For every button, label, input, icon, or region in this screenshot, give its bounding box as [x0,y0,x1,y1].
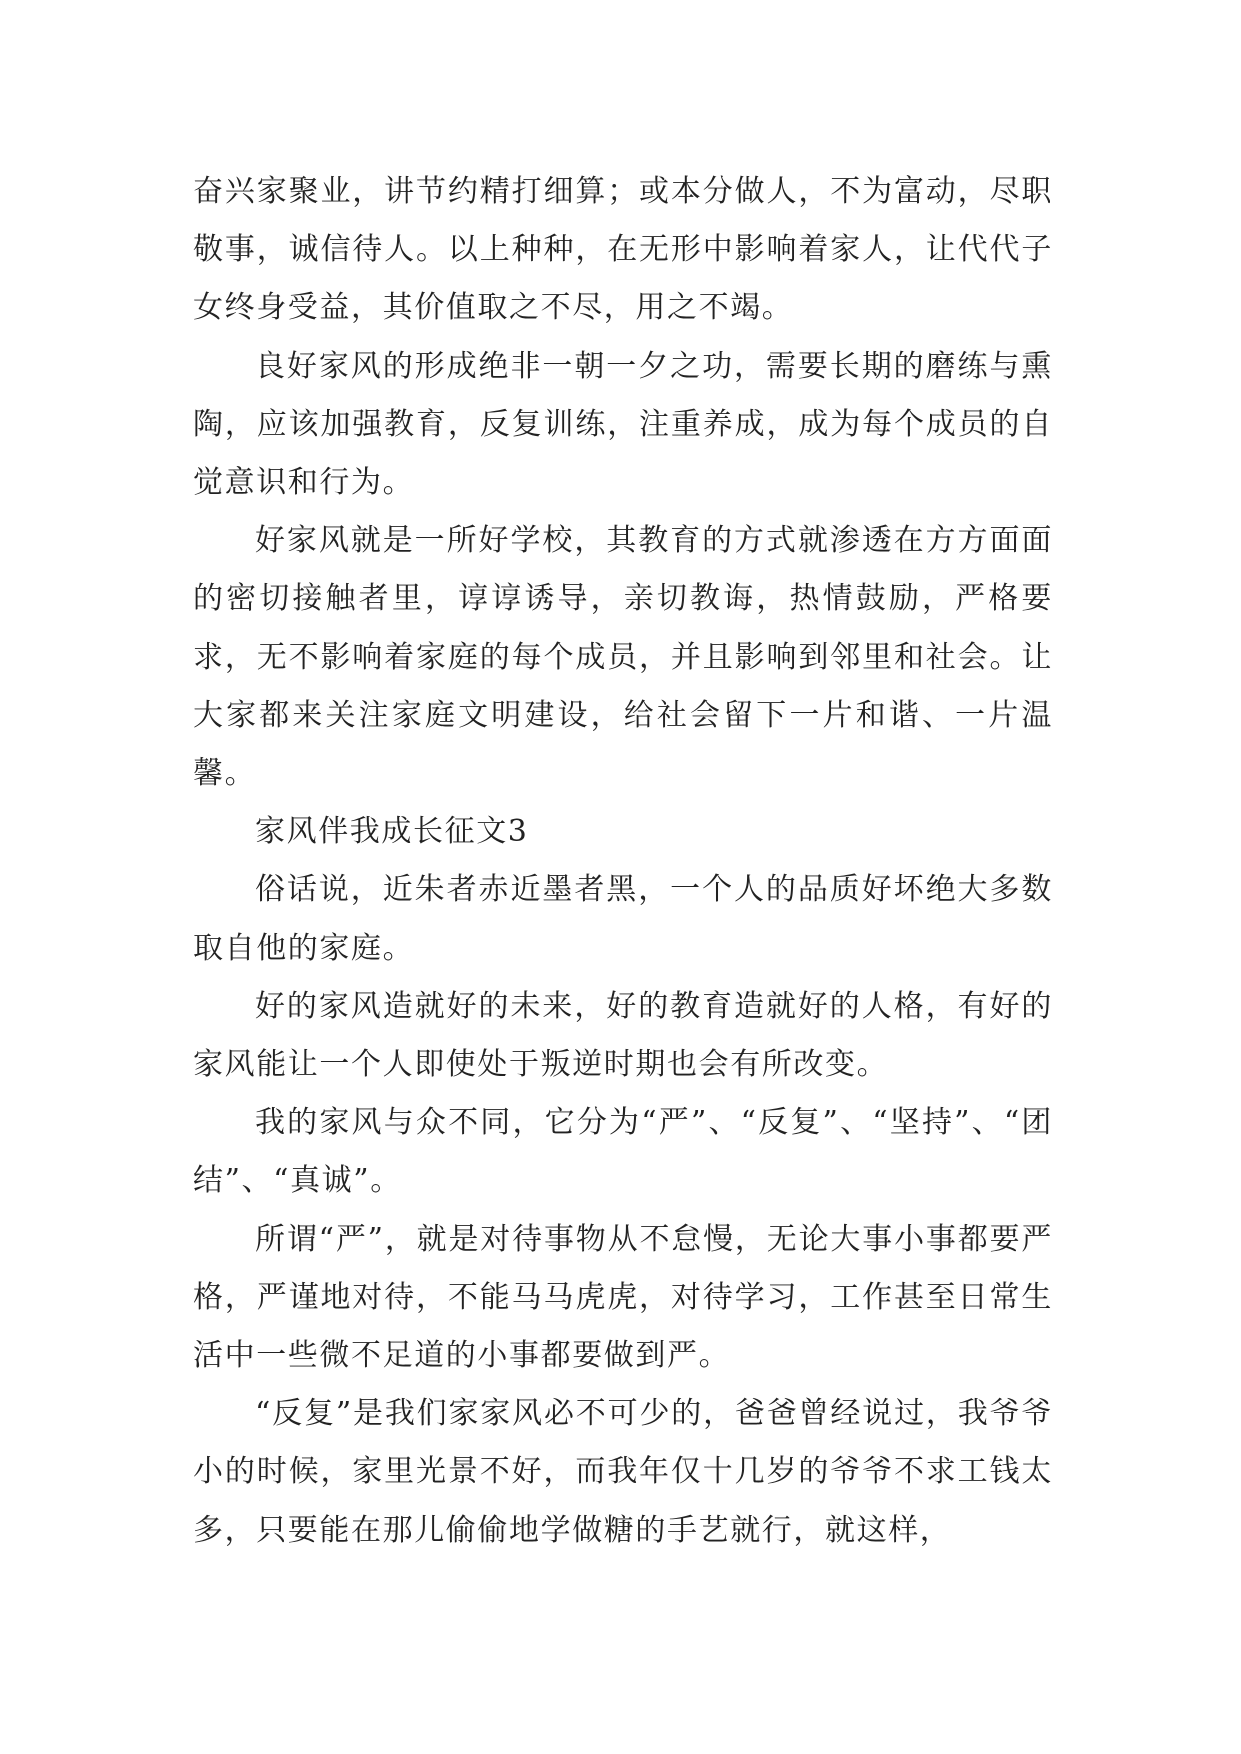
paragraph: 好家风就是一所好学校，其教育的方式就渗透在方方面面的密切接触者里，谆谆诱导，亲切教诲，热情鼓励，严格要求，无不影响着家庭的每个成员，并且影响到邻里和社会。让大家都来关注家庭文明建设，给社会留下一片和谐、一片温馨。 [193,523,1053,792]
paragraph-continued: 奋兴家聚业，讲节约精打细算；或本分做人，不为富动，尽职敬事，诚信待人。以上种种，在无形中影响着家人，让代代子女终身受益，其价值取之不尽，用之不竭。 [193,174,1053,326]
document-body [193,163,1053,1560]
paragraph: 我的家风与众不同，它分为“严”、“反复”、“坚持”、“团结”、“真诚”。 [193,1105,1053,1199]
section-title: 家风伴我成长征文3 [255,814,529,850]
paragraph: 俗话说，近朱者赤近墨者黑，一个人的品质好坏绝大多数取自他的家庭。 [193,872,1053,966]
paragraph: 良好家风的形成绝非一朝一夕之功，需要长期的磨练与熏陶，应该加强教育，反复训练，注重养成，成为每个成员的自觉意识和行为。 [193,348,1053,501]
paragraph: “反复”是我们家家风必不可少的，爸爸曾经说过，我爷爷小的时候，家里光景不好，而我年仅十几岁的爷爷不求工钱太多，只要能在那儿偷偷地学做糖的手艺就行，就这样， [193,1396,1053,1548]
paragraph: 好的家风造就好的未来，好的教育造就好的人格，有好的家风能让一个人即使处于叛逆时期也会有所改变。 [193,988,1053,1083]
paragraph: 所谓“严”，就是对待事物从不怠慢，无论大事小事都要严格，严谨地对待，不能马马虎虎，对待学习，工作甚至日常生活中一些微不足道的小事都要做到严。 [193,1221,1053,1374]
